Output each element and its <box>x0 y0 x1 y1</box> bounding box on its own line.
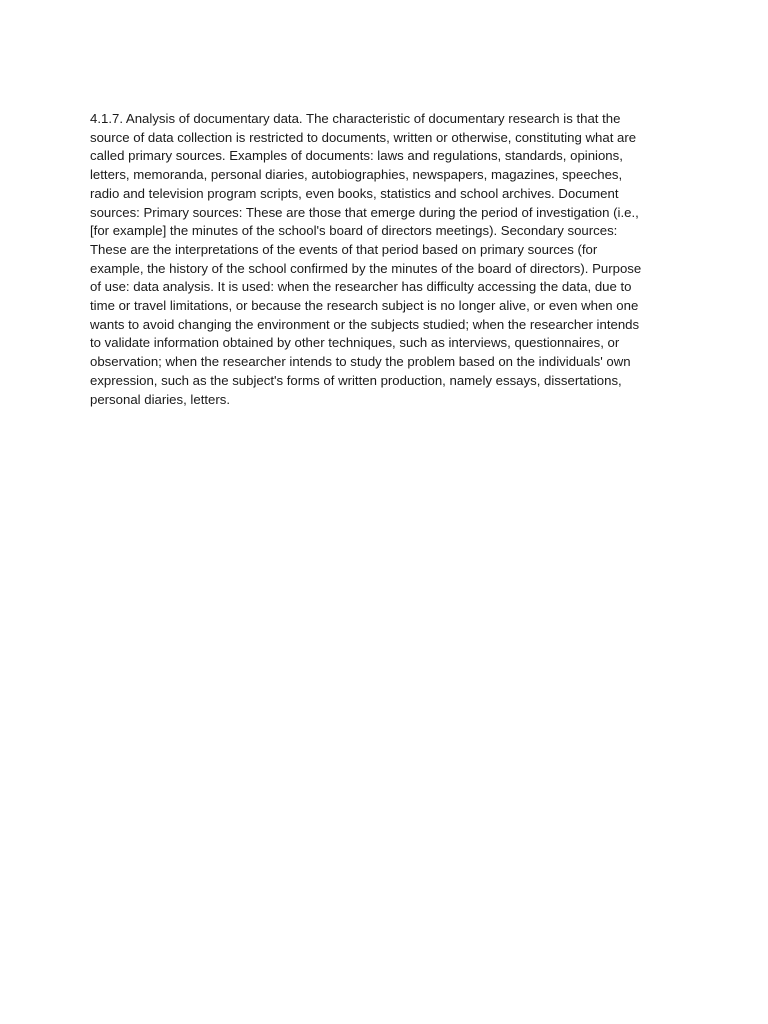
body-paragraph: 4.1.7. Analysis of documentary data. The characteristic of documentary research is that the source of data collection is restricted to documents, written or otherwise, constituting what are called primary sources. Examples of documents: laws and regulations, standards, opinions, letters, memoranda, personal diaries, autobiographies, newspapers, magazines, speeches, radio and television program scripts, even books, statistics and school archives. Document sources: Primary sources: These are those that emerge during the period of investigation (i.e., [for example] the minutes of the school's board of directors meetings). Secondary sources: These are the interpretations of the events of that period based on primary sources (for example, the history of the school confirmed by the minutes of the board of directors). Purpose of use: data analysis. It is used: when the researcher has difficulty accessing the data, due to time or travel limitations, or because the research subject is no longer alive, or even when one wants to avoid changing the environment or the subjects studied; when the researcher intends to validate information obtained by other techniques, such as interviews, questionnaires, or observation; when the researcher intends to study the problem based on the individuals' own expression, such as the subject's forms of written production, namely essays, dissertations, personal diaries, letters. <box>90 111 642 407</box>
